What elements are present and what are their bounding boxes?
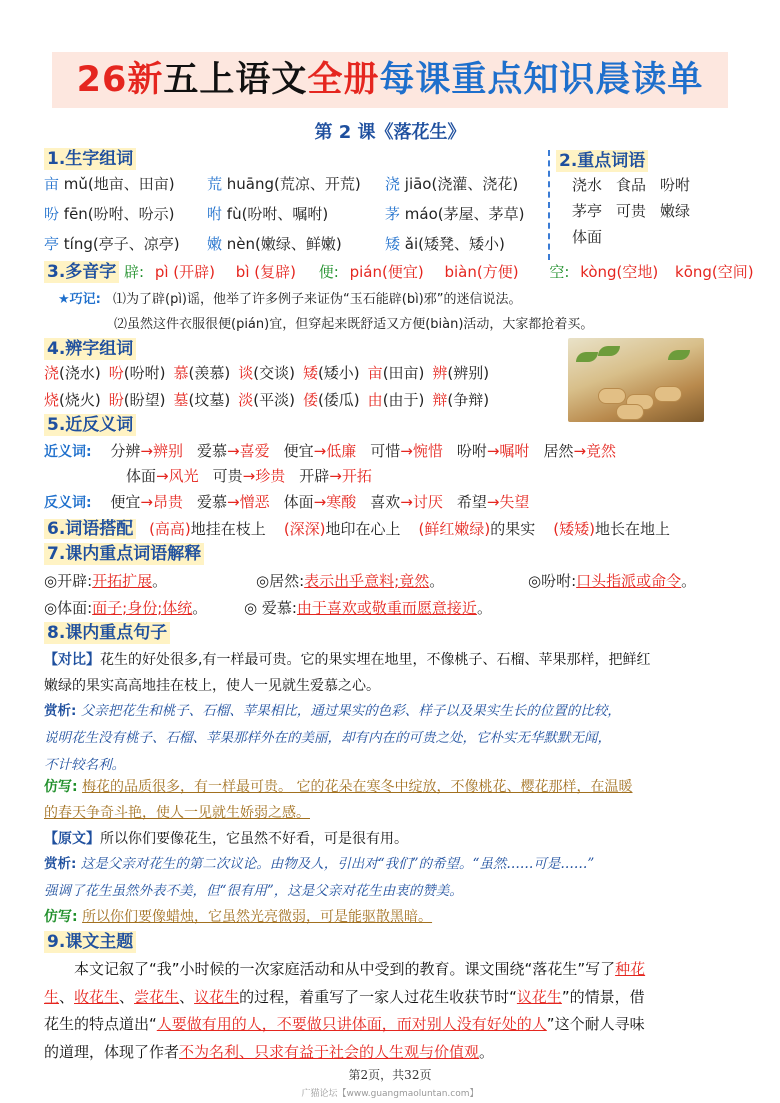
sentence-line bbox=[44, 647, 740, 673]
main-title bbox=[52, 52, 728, 108]
key-words-row bbox=[572, 224, 704, 250]
pair-target: 嘱咐 bbox=[499, 442, 530, 460]
imitation-label: 仿写: bbox=[44, 909, 78, 925]
polyphone-char: 辟: bbox=[124, 263, 145, 281]
imitation-label: 仿写: bbox=[44, 779, 78, 795]
vocab-char: 咐 bbox=[207, 205, 223, 223]
compare-char: 吩 bbox=[108, 364, 124, 382]
sentence-line: 嫩绿的果实高高地挂在枝上，使人一见就生爱慕之心。 bbox=[44, 678, 380, 694]
theme-text: 、 bbox=[179, 987, 195, 1006]
vocab-char: 亭 bbox=[44, 235, 60, 253]
theme-highlight: 尝花生 bbox=[134, 987, 180, 1006]
vocab-words: nèn(嫩绿、鲜嫩) bbox=[222, 235, 342, 253]
definition-end: 。 bbox=[152, 572, 168, 590]
vocab-char: 茅 bbox=[385, 205, 401, 223]
theme-paragraph bbox=[44, 956, 744, 1066]
definition-item bbox=[244, 597, 492, 619]
analysis-label: 赏析: bbox=[44, 703, 77, 719]
peanut-shape bbox=[616, 404, 644, 420]
key-sentence-1 bbox=[44, 647, 740, 699]
collocation-row bbox=[44, 518, 670, 540]
leaf-shape bbox=[576, 352, 598, 362]
imitation-text: 所以你们要像蜡烛，它虽然光亮微弱，可是能驱散黑暗。 bbox=[82, 909, 433, 925]
title-part: 每课重点知识晨读单 bbox=[379, 60, 704, 100]
compare-word: (吩咐) bbox=[123, 364, 166, 382]
synonym-list bbox=[96, 442, 616, 460]
analysis-line bbox=[44, 851, 740, 878]
compare-item bbox=[238, 364, 295, 382]
word-pair bbox=[197, 442, 270, 460]
compare-item bbox=[173, 364, 230, 382]
word-pair bbox=[197, 493, 270, 511]
compare-char: 墓 bbox=[173, 391, 189, 409]
word-pair bbox=[457, 493, 530, 511]
pair-word: 希望 bbox=[456, 493, 487, 511]
definition-term: ◎体面: bbox=[44, 599, 93, 617]
compare-char: 亩 bbox=[367, 364, 383, 382]
analysis-text: 父亲把花生和桃子、石榴、苹果相比，通过果实的色彩、样子以及果实生长的位置的比较， bbox=[80, 703, 621, 719]
theme-highlight: 收花生 bbox=[74, 987, 120, 1006]
vocab-words: mǔ(地亩、田亩) bbox=[59, 175, 175, 193]
pair-target: 讨厌 bbox=[412, 493, 443, 511]
synonym-row-1 bbox=[44, 440, 616, 463]
divider bbox=[548, 150, 550, 260]
analysis-line: 不计较名利。 bbox=[44, 757, 125, 773]
arrow-icon: → bbox=[329, 467, 342, 485]
compare-char: 倭 bbox=[302, 391, 318, 409]
analysis-text: 这是父亲对花生的第二次议论。由物及人，引出对“我们”的希望。“虽然……可是……” bbox=[80, 856, 595, 872]
peanut-photo bbox=[568, 338, 704, 422]
arrow-icon: → bbox=[227, 442, 240, 460]
compare-word: (羡慕) bbox=[188, 364, 231, 382]
compare-item bbox=[109, 364, 166, 382]
vocab-words: ǎi(矮凳、矮小) bbox=[400, 235, 505, 253]
theme-text: 本文记叙了“我”小时候的一次家庭活动和从中受到的教育。课文围绕“落花生”写了 bbox=[74, 960, 616, 978]
compare-char: 谈 bbox=[238, 364, 254, 382]
page-number: 第2页，共32页 bbox=[348, 1068, 432, 1082]
polyphone-reading: kòng(空地) bbox=[580, 263, 659, 281]
compare-item bbox=[368, 391, 425, 409]
vocab-item bbox=[44, 203, 175, 225]
synonym-row-2 bbox=[126, 465, 372, 487]
pair-target: 寒酸 bbox=[326, 493, 357, 511]
word-pair bbox=[543, 442, 616, 460]
compare-word: (由于) bbox=[382, 391, 425, 409]
pair-target: 喜爱 bbox=[239, 442, 270, 460]
vocab-words: máo(茅屋、茅草) bbox=[400, 205, 525, 223]
pair-target: 珍贵 bbox=[255, 467, 286, 485]
compare-word: (田亩) bbox=[382, 364, 425, 382]
imitation-2 bbox=[44, 904, 740, 930]
section-title-4: 4.辨字组词 bbox=[44, 338, 136, 360]
char-compare-row-1 bbox=[44, 362, 497, 384]
section-title-7: 7.课内重点词语解释 bbox=[44, 543, 204, 565]
polyphone-reading: kōng(空间) bbox=[675, 263, 754, 281]
word-pair bbox=[110, 442, 183, 460]
definition-term: ◎吩咐: bbox=[528, 572, 577, 590]
compare-word: (浇水) bbox=[59, 364, 101, 382]
theme-highlight: 议花生 bbox=[516, 987, 562, 1006]
compare-item bbox=[432, 364, 489, 382]
collocation-item bbox=[284, 520, 401, 538]
pair-word: 爱慕 bbox=[197, 442, 228, 460]
theme-text: ”这个耐人寻味 bbox=[546, 1015, 645, 1033]
collocation-text: 地挂在枝上 bbox=[190, 520, 266, 538]
arrow-icon: → bbox=[242, 467, 256, 485]
theme-highlight: 种花 bbox=[615, 960, 646, 978]
vocab-words: tíng(亭子、凉亭) bbox=[59, 235, 180, 253]
key-words-row bbox=[572, 198, 704, 224]
word-pair bbox=[370, 442, 443, 460]
vocab-item bbox=[207, 203, 328, 225]
key-words bbox=[572, 172, 704, 250]
vocab-char: 亩 bbox=[44, 175, 60, 193]
definition-text: 表示出乎意料;竟然 bbox=[304, 572, 430, 590]
compare-word: (争辩) bbox=[447, 391, 490, 409]
mnemonic-text: ⑴为了辟(pì)谣，他举了许多例子来证伪“玉石能辟(bì)邪”的迷信说法。 bbox=[113, 292, 522, 307]
pair-word: 吩咐 bbox=[456, 442, 487, 460]
definition-end: 。 bbox=[476, 599, 492, 617]
title-part: 全册 bbox=[307, 60, 380, 100]
word-pair bbox=[213, 467, 286, 485]
pair-target: 憎恶 bbox=[239, 493, 270, 511]
section-title-5: 5.近反义词 bbox=[44, 414, 136, 436]
vocab-item bbox=[44, 173, 175, 195]
key-word: 体面 bbox=[572, 228, 603, 246]
arrow-icon: → bbox=[486, 442, 500, 460]
polyphone-char: 空: bbox=[549, 263, 570, 281]
section-title-3: 3.多音字 bbox=[44, 261, 119, 283]
section-title-1: 1.生字组词 bbox=[44, 148, 136, 170]
pair-word: 开辟 bbox=[299, 467, 330, 485]
theme-text: 花生的特点道出“ bbox=[44, 1015, 157, 1033]
pair-word: 便宜 bbox=[283, 442, 314, 460]
key-word: 嫩绿 bbox=[660, 202, 691, 220]
pair-word: 可贵 bbox=[212, 467, 243, 485]
compare-word: (辨别) bbox=[447, 364, 490, 382]
key-words-row bbox=[572, 172, 704, 198]
collocation-item bbox=[149, 520, 266, 538]
definition-end: 。 bbox=[429, 572, 445, 590]
pair-word: 爱慕 bbox=[197, 493, 228, 511]
sentence-tag: 【原文】 bbox=[44, 831, 100, 847]
polyphone-reading: bì (复辟) bbox=[235, 263, 296, 281]
mnemonic-label: ★巧记: bbox=[58, 292, 101, 307]
collocation-list bbox=[141, 520, 670, 538]
compare-word: (平淡) bbox=[253, 391, 295, 409]
title-part: 26新 bbox=[76, 60, 164, 100]
compare-item bbox=[368, 364, 425, 382]
pair-target: 风光 bbox=[168, 467, 199, 485]
definition-item bbox=[256, 570, 444, 592]
vocab-item bbox=[385, 233, 505, 255]
key-word: 浇水 bbox=[572, 176, 603, 194]
theme-line bbox=[44, 984, 744, 1012]
theme-text: 的过程，着重写了一家人过花生收获节时“ bbox=[239, 987, 517, 1006]
collocation-text: 的果实 bbox=[490, 520, 536, 538]
title-part: 五上语文 bbox=[163, 60, 308, 100]
theme-line bbox=[44, 1039, 744, 1067]
pair-word: 喜欢 bbox=[370, 493, 401, 511]
compare-char: 浇 bbox=[44, 364, 60, 382]
antonym-label: 反义词: bbox=[44, 495, 92, 511]
compare-char: 由 bbox=[367, 391, 383, 409]
arrow-icon: → bbox=[400, 442, 413, 460]
definition-term: ◎ 爱慕: bbox=[244, 599, 297, 617]
arrow-icon: → bbox=[313, 493, 327, 511]
arrow-icon: → bbox=[313, 442, 327, 460]
compare-word: (倭瓜) bbox=[317, 391, 360, 409]
sentence-text: 花生的好处很多,有一样最可贵。它的果实埋在地里，不像桃子、石榴、苹果那样，把鲜红 bbox=[100, 652, 651, 668]
definition-end: 。 bbox=[681, 572, 697, 590]
site-watermark: 广猫论坛【www.guangmaoluntan.com】 bbox=[301, 1089, 479, 1099]
compare-char: 慕 bbox=[173, 364, 189, 382]
compare-item bbox=[44, 364, 101, 382]
section-title-8: 8.课内重点句子 bbox=[44, 622, 170, 644]
vocab-item bbox=[44, 233, 180, 255]
key-word: 茅亭 bbox=[572, 202, 603, 220]
pair-word: 可惜 bbox=[370, 442, 401, 460]
definition-text: 面子;身份;体统 bbox=[92, 599, 193, 617]
vocab-words: fù(吩咐、嘱咐) bbox=[222, 205, 329, 223]
theme-highlight: 生 bbox=[44, 987, 60, 1006]
compare-item bbox=[303, 391, 360, 409]
collocation-text: 地长在地上 bbox=[595, 520, 671, 538]
section-title-6: 6.词语搭配 bbox=[44, 519, 136, 539]
collocation-item bbox=[419, 520, 536, 538]
word-pair bbox=[370, 493, 443, 511]
pair-word: 便宜 bbox=[110, 493, 141, 511]
antonym-list bbox=[96, 493, 529, 511]
analysis-line: 说明花生没有桃子、石榴、苹果那样外在的美丽，却有内在的可贵之处，它朴实无华默默无闻， bbox=[44, 730, 611, 746]
key-sentence-2 bbox=[44, 826, 740, 852]
vocab-words: jiāo(浇灌、浇花) bbox=[400, 175, 519, 193]
synonym-label: 近义词: bbox=[44, 444, 92, 460]
theme-highlight: 议花生 bbox=[194, 987, 240, 1006]
peanut-shape bbox=[598, 388, 626, 404]
arrow-icon: → bbox=[573, 442, 587, 460]
compare-char: 辨 bbox=[432, 364, 448, 382]
peanut-shape bbox=[654, 386, 682, 402]
definition-item bbox=[528, 570, 696, 592]
collocation-text: 地印在心上 bbox=[325, 520, 401, 538]
pair-target: 失望 bbox=[499, 493, 530, 511]
theme-line bbox=[44, 956, 744, 984]
sentence-text: 所以你们要像花生，它虽然不好看，可是很有用。 bbox=[100, 831, 408, 847]
key-word: 可贵 bbox=[616, 202, 647, 220]
collocation-word: (高高) bbox=[149, 520, 191, 538]
vocab-item bbox=[207, 233, 342, 255]
collocation-word: (深深) bbox=[283, 520, 326, 538]
word-pair bbox=[299, 467, 372, 485]
word-pair bbox=[284, 493, 357, 511]
imitation-1 bbox=[44, 774, 740, 826]
word-pair bbox=[126, 467, 199, 485]
compare-word: (盼望) bbox=[123, 391, 166, 409]
compare-word: (交谈) bbox=[253, 364, 295, 382]
compare-char: 淡 bbox=[238, 391, 254, 409]
analysis-label: 赏析: bbox=[44, 856, 77, 872]
polyphone-char: 便: bbox=[318, 263, 339, 281]
imitation-line: 的春天争奇斗艳，使人一见就生娇弱之感。 bbox=[44, 805, 310, 821]
arrow-icon: → bbox=[140, 442, 153, 460]
word-pair bbox=[284, 442, 357, 460]
polyphone-row bbox=[124, 261, 754, 283]
section-title-2: 2.重点词语 bbox=[556, 150, 648, 172]
definition-item bbox=[44, 570, 167, 592]
arrow-icon: → bbox=[486, 493, 500, 511]
key-word: 食品 bbox=[616, 176, 647, 194]
imitation-line bbox=[44, 774, 740, 800]
compare-item bbox=[44, 391, 101, 409]
theme-line bbox=[44, 1011, 744, 1039]
char-compare-row-2 bbox=[44, 389, 497, 411]
pair-word: 分辨 bbox=[110, 442, 141, 460]
definition-text: 由于喜欢或敬重而愿意接近 bbox=[296, 599, 477, 617]
antonym-row bbox=[44, 491, 529, 514]
compare-word: (矮小) bbox=[317, 364, 360, 382]
arrow-icon: → bbox=[156, 467, 169, 485]
collocation-word: (鲜红嫩绿) bbox=[418, 520, 491, 538]
definition-end: 。 bbox=[192, 599, 208, 617]
compare-item bbox=[238, 391, 295, 409]
theme-text: 、 bbox=[119, 987, 135, 1006]
compare-item bbox=[303, 364, 360, 382]
theme-highlight: 不为名利、只求有益于社会的人生观与价值观 bbox=[179, 1042, 480, 1061]
pair-target: 低廉 bbox=[326, 442, 357, 460]
theme-text: 。 bbox=[479, 1042, 495, 1061]
word-pair bbox=[457, 442, 530, 460]
lesson-title: 第 2 课《落花生》 bbox=[314, 122, 466, 143]
pair-target: 辨别 bbox=[152, 442, 183, 460]
mnemonic-2: ⑵虽然这件衣服很便(pián)宜，但穿起来既舒适又方便(biàn)活动，大家都抢着买。 bbox=[114, 317, 594, 332]
pair-target: 昂贵 bbox=[152, 493, 183, 511]
vocab-item bbox=[207, 173, 361, 195]
compare-char: 矮 bbox=[302, 364, 318, 382]
definition-term: ◎开辟: bbox=[44, 572, 93, 590]
vocab-char: 吩 bbox=[44, 205, 60, 223]
pair-target: 竟然 bbox=[586, 442, 617, 460]
imitation-text: 梅花的品质很多，有一样最可贵。 它的花朵在寒冬中绽放，不像桃花、樱花那样，在温暖 bbox=[82, 779, 633, 795]
compare-item bbox=[173, 391, 230, 409]
collocation-word: (矮矮) bbox=[553, 520, 595, 538]
pair-target: 开拓 bbox=[341, 467, 372, 485]
leaf-shape bbox=[598, 346, 620, 356]
analysis-line bbox=[44, 698, 740, 725]
key-word: 吩咐 bbox=[660, 176, 691, 194]
leaf-shape bbox=[668, 350, 690, 360]
compare-item bbox=[109, 391, 166, 409]
pair-word: 体面 bbox=[126, 467, 157, 485]
analysis-1 bbox=[44, 698, 740, 779]
compare-char: 烧 bbox=[44, 391, 60, 409]
vocab-item bbox=[385, 173, 518, 195]
compare-word: (烧火) bbox=[59, 391, 101, 409]
arrow-icon: → bbox=[227, 493, 240, 511]
definition-item bbox=[44, 597, 207, 619]
definition-term: ◎居然: bbox=[256, 572, 305, 590]
analysis-line: 强调了花生虽然外表不美，但“很有用”，这是父亲对花生由衷的赞美。 bbox=[44, 883, 463, 899]
vocab-char: 嫩 bbox=[207, 235, 223, 253]
vocab-words: huāng(荒凉、开荒) bbox=[222, 175, 361, 193]
polyphone-reading: biàn(方便) bbox=[444, 263, 519, 281]
sentence-tag: 【对比】 bbox=[44, 652, 100, 668]
analysis-2 bbox=[44, 851, 740, 905]
definition-text: 口头指派或命令 bbox=[576, 572, 682, 590]
theme-text: ”的情景，借 bbox=[561, 987, 645, 1006]
collocation-item bbox=[553, 520, 670, 538]
vocab-item bbox=[385, 203, 524, 225]
vocab-char: 浇 bbox=[385, 175, 401, 193]
arrow-icon: → bbox=[400, 493, 413, 511]
arrow-icon: → bbox=[140, 493, 153, 511]
pair-word: 居然 bbox=[543, 442, 574, 460]
word-pair bbox=[110, 493, 183, 511]
mnemonic-1 bbox=[58, 289, 522, 311]
pair-target: 惋惜 bbox=[412, 442, 443, 460]
compare-item bbox=[432, 391, 489, 409]
theme-highlight: 人要做有用的人，不要做只讲体面，而对别人没有好处的人 bbox=[156, 1015, 547, 1033]
pair-word: 体面 bbox=[283, 493, 314, 511]
compare-char: 盼 bbox=[108, 391, 124, 409]
definition-text: 开拓扩展 bbox=[92, 572, 153, 590]
compare-char: 辩 bbox=[432, 391, 448, 409]
vocab-char: 矮 bbox=[385, 235, 401, 253]
polyphone-reading: pián(便宜) bbox=[349, 263, 424, 281]
vocab-words: fēn(吩咐、吩示) bbox=[59, 205, 175, 223]
compare-word: (坟墓) bbox=[188, 391, 231, 409]
vocab-char: 荒 bbox=[207, 175, 223, 193]
polyphone-reading: pì (开辟) bbox=[154, 263, 216, 281]
theme-text: 的道理，体现了作者 bbox=[44, 1042, 180, 1061]
section-title-9: 9.课文主题 bbox=[44, 931, 136, 953]
theme-text: 、 bbox=[59, 987, 75, 1006]
